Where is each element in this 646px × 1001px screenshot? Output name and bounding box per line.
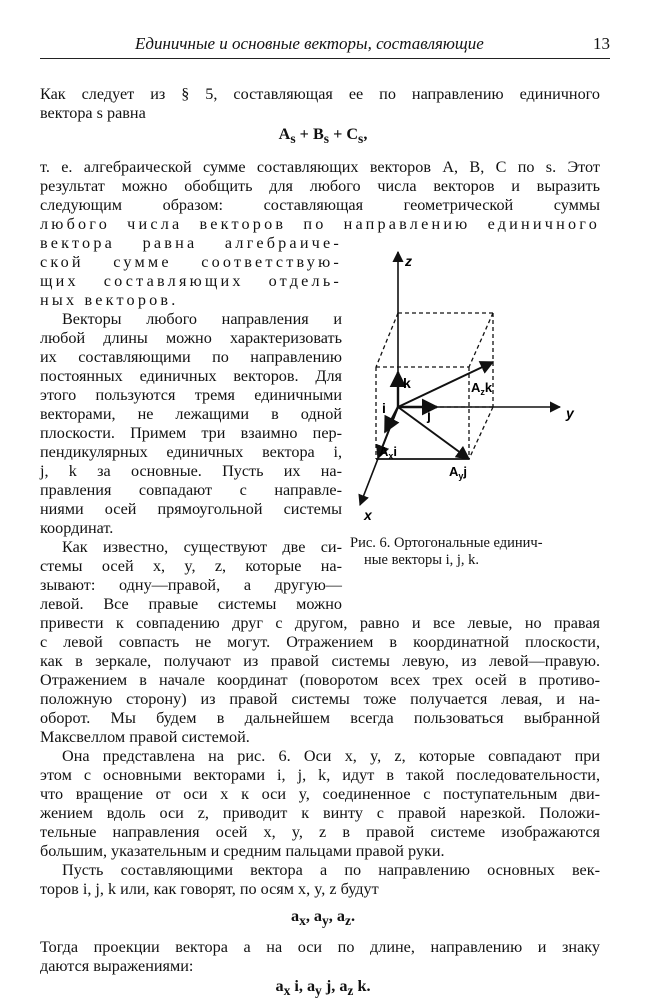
text-line: ных векторов. — [40, 291, 179, 309]
text-line: торов i, j, k или, как говорят, по осям x, y, z будут — [40, 880, 379, 898]
text-line: Как следует из § 5, составляющая ее по направлению единичного — [40, 85, 600, 103]
text-line: Она представлена на рис. 6. Оси x, y, z, которые совпадают при — [62, 747, 600, 765]
text-line: любой длины можно характеризовать — [40, 329, 342, 347]
running-title: Единичные и основные векторы, составляющие — [135, 34, 484, 53]
formula-projections: $a_x$ i, $a_y$ j, $a_z$ k. — [275, 977, 371, 999]
label-Ayj: $A_yj$ — [449, 464, 468, 481]
text-line: Пусть составляющими вектора a по направлению основных век- — [62, 861, 600, 879]
text-line: как в зеркале, получают из правой системы левую, из левой—правую. — [40, 652, 600, 670]
z-axis-label: z — [405, 253, 412, 269]
text-line: Тогда проекции вектора a на оси по длине, направлению и знаку — [40, 938, 600, 956]
text-line: Как известно, существуют две си- — [62, 538, 342, 556]
text-line: что вращение от оси x к оси y, соединенное с поступательным дви- — [40, 785, 600, 803]
text-line: т. е. алгебраической сумме составляющих векторов A, B, C по s. Этот — [40, 158, 600, 176]
vector-i-label: i — [382, 400, 386, 416]
text-line: левой. Все правые системы можно — [40, 595, 342, 613]
text-line: большим, указательным и средним пальцами правой руки. — [40, 842, 445, 860]
text-line: их составляющими по направлению — [40, 348, 342, 366]
text-line: векторами, не лежащими в одной — [40, 405, 342, 423]
page-number: 13 — [593, 34, 610, 53]
text-line: этого пользуются тремя единичными — [40, 386, 342, 404]
text-line: этом с основными векторами i, j, k, идут в такой последовательности, — [40, 766, 600, 784]
text-line: ниями осей прямоугольной системы — [40, 500, 342, 518]
formula-components: $a_x$, $a_y$, $a_z$. — [290, 907, 355, 929]
text-line: оборот. Мы будем в дальнейшем всегда пользоваться выбранной — [40, 709, 600, 727]
text-line: следующим образом: составляющая геометрической суммы — [40, 196, 600, 214]
text-line: правления совпадают с направле- — [40, 481, 342, 499]
text-line: результат можно обобщить для любого числа векторов и выразить — [40, 177, 600, 195]
text-line: вектора равна алгебраиче- — [40, 234, 342, 252]
text-line: стемы осей x, y, z, которые на- — [40, 557, 342, 575]
text-line: j, k за основные. Пусть их на- — [40, 462, 342, 480]
vector-k-label: k — [403, 375, 411, 391]
text-line: жением вдоль оси z, приводит к винту с правой нарезкой. Положи- — [40, 804, 600, 822]
formula-sum-components: $A_s + B_s + C_s$, — [278, 125, 368, 147]
vector-j-label: j — [427, 407, 431, 423]
label-Azk: $A_zk$ — [471, 380, 493, 397]
text-line: положную сторону) из правой системы тоже получается левая, и на- — [40, 690, 600, 708]
text-line: щих составляющих отдель- — [40, 272, 342, 290]
text-line: вектора s равна — [40, 104, 146, 122]
page-header — [40, 34, 610, 60]
figure-caption-line: Рис. 6. Ортогональные единич- — [350, 535, 543, 551]
text-line: Максвеллом правой системой. — [40, 728, 250, 746]
text-line: любого числа векторов по направлению единичного — [40, 215, 600, 233]
text-line: Векторы любого направления и — [62, 310, 342, 328]
figure-caption-line: ные векторы i, j, k. — [364, 552, 480, 568]
figure-orthogonal-unit-vectors — [350, 240, 606, 540]
label-Axi: $A_xi$ — [379, 444, 398, 461]
text-line: с левой совпасть не могут. Отражением в координатной плоскости, — [40, 633, 600, 651]
component-vector-Ayj — [398, 407, 469, 459]
text-line: постоянных единичных векторов. Для — [40, 367, 342, 385]
x-axis-label: x — [364, 507, 372, 523]
text-line: Отражением в начале координат (поворотом всех трех осей в противо- — [40, 671, 600, 689]
text-line: координат. — [40, 519, 114, 537]
y-axis-label: y — [566, 405, 574, 421]
text-line: пендикулярных единичных вектора i, — [40, 443, 342, 461]
text-line: ской сумме соответствую- — [40, 253, 342, 271]
header-rule — [40, 58, 610, 59]
text-line: тельные направления осей x, y, z в правой системе изображаются — [40, 823, 600, 841]
text-line: плоскости. Примем три взаимно пер- — [40, 424, 342, 442]
text-line: даются выражениями: — [40, 957, 194, 975]
text-line: привести к совпадению друг с другом, равно и все левые, но правая — [40, 614, 600, 632]
text-line: зывают: одну—правой, а другую— — [40, 576, 342, 594]
